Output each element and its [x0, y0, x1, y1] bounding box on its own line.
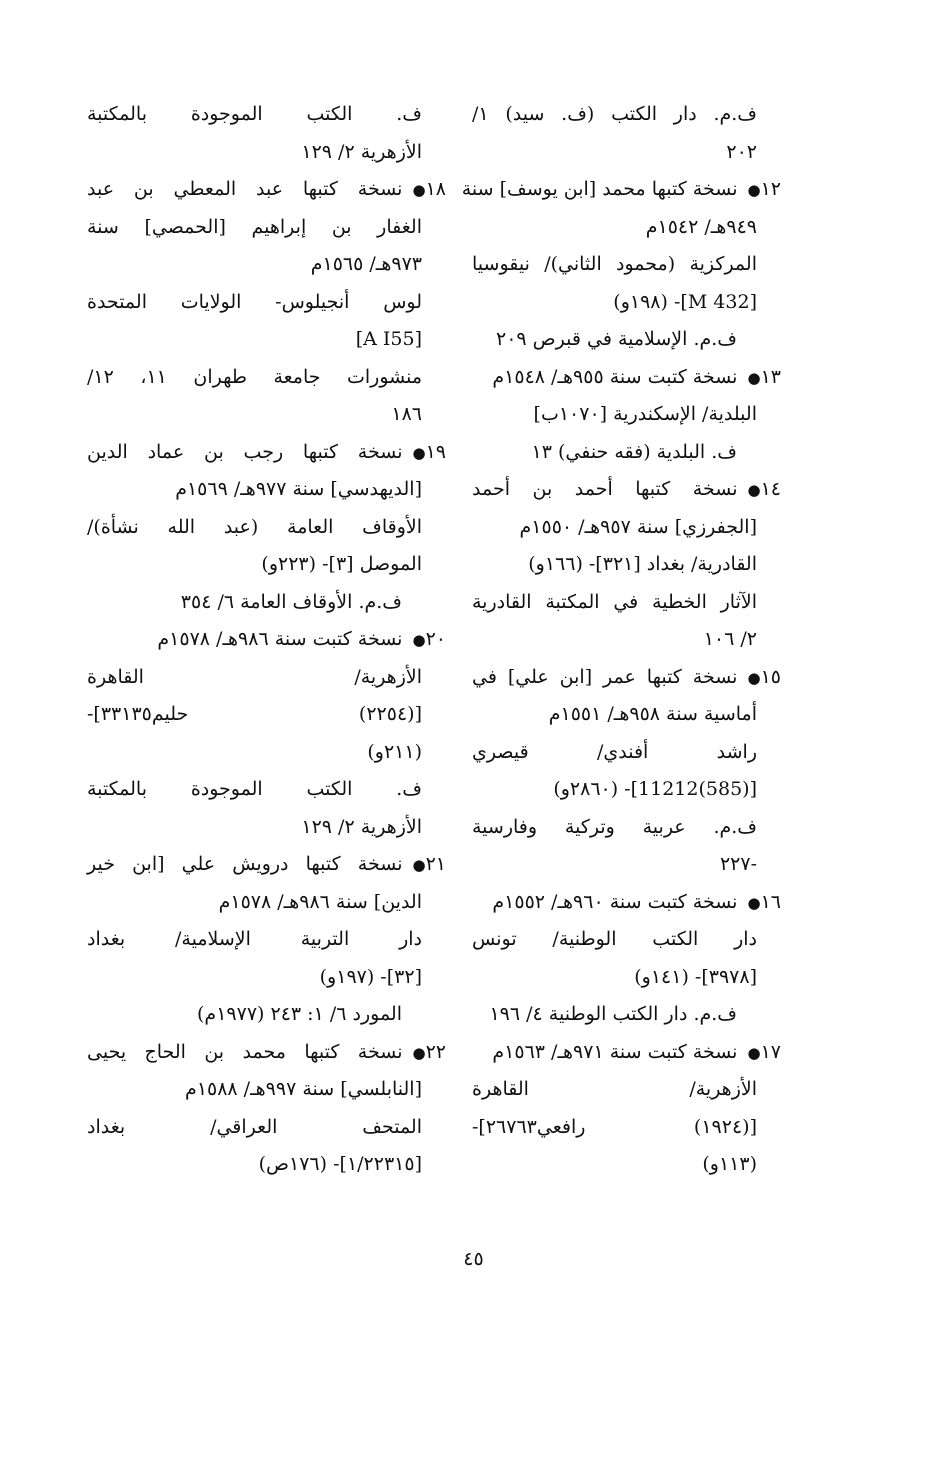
line-text: ف.م. دار الكتب (ف. سيد) ١/	[472, 103, 757, 125]
line-text: [(585)11212]- (٢٨٦٠و)	[553, 778, 757, 800]
line-text: نسخة كتبها عمر [ابن علي] في	[472, 665, 738, 688]
line-text: المورد ٦/ ١: ٢٤٣ (١٩٧٧م)	[197, 1003, 402, 1025]
entry-line	[472, 246, 757, 284]
line-text: ف.م. دار الكتب الوطنية ٤/ ١٩٦	[489, 1003, 737, 1025]
entry-number	[408, 434, 446, 473]
left-column	[87, 96, 446, 1184]
line-text: نسخة كتبت سنة ٩٥٥هـ/ ١٥٤٨م	[492, 365, 738, 388]
entry-line	[87, 696, 422, 734]
entry-line	[472, 96, 757, 134]
line-text: أماسية سنة ٩٥٨هـ/ ١٥٥١م	[548, 703, 757, 725]
entry-line	[472, 996, 757, 1034]
line-text: [١/٢٢٣١٥]- (١٧٦ص)	[258, 1153, 422, 1175]
entry-line	[87, 1146, 422, 1184]
entry-number	[408, 621, 446, 660]
line-text: دار التربية الإسلامية/ بغداد	[87, 928, 422, 950]
bullet-icon: ●	[747, 1043, 761, 1062]
entry-line	[87, 1071, 422, 1109]
entry-number	[743, 171, 781, 210]
entry-heading-line	[461, 171, 781, 209]
entry-number-text: ١٨	[425, 178, 446, 200]
line-text: نسخة كتبها محمد بن الحاج يحيى	[87, 1040, 403, 1063]
bullet-icon: ●	[412, 1043, 426, 1062]
entry-line	[472, 509, 757, 547]
bullet-icon: ●	[747, 668, 761, 687]
line-text: الأزهرية ٢/ ١٢٩	[301, 815, 422, 838]
entry-number	[743, 359, 781, 398]
line-text: نسخة كتبها عبد المعطي بن عبد	[87, 178, 403, 200]
entry-line	[472, 546, 757, 584]
entry-line	[472, 1071, 757, 1109]
entry-line	[472, 584, 757, 622]
entry-number	[743, 884, 781, 923]
entry-line	[472, 959, 757, 997]
entry-heading-line	[87, 621, 446, 659]
entry-line	[87, 134, 422, 172]
entry-line	[87, 809, 422, 847]
entry-heading-line	[472, 659, 781, 697]
entry-line	[87, 771, 422, 809]
entry-line	[87, 246, 422, 284]
entry-line	[472, 734, 757, 772]
line-text: المركزية (محمود الثاني)/ نيقوسيا	[472, 253, 757, 275]
entry-number	[408, 846, 446, 885]
entry-line	[472, 284, 757, 322]
line-text: [A I55]	[355, 328, 422, 350]
entry-line	[472, 621, 757, 659]
line-text: نسخة كتبت سنة ٩٨٦هـ/ ١٥٧٨م	[157, 628, 403, 650]
entry-number-text: ١٤	[760, 478, 781, 500]
line-text: ٢٠٢	[726, 140, 757, 163]
entry-line	[87, 1109, 422, 1147]
entry-heading-line	[87, 171, 446, 209]
line-text: نسخة كتبت سنة ٩٧١هـ/ ١٥٦٣م	[492, 1040, 738, 1063]
entry-line	[87, 396, 422, 434]
line-text: ف. الكتب الموجودة بالمكتبة	[87, 103, 422, 125]
line-text: نسخة كتبها محمد [ابن يوسف] سنة	[461, 178, 738, 200]
entry-line	[472, 771, 757, 809]
bullet-icon: ●	[747, 893, 761, 912]
bullet-icon: ●	[412, 181, 426, 199]
line-text: البلدية/ الإسكندرية [١٠٧٠ب]	[533, 403, 757, 425]
entry-line	[472, 434, 757, 472]
entry-number-text: ١٣	[760, 365, 781, 388]
line-text: (٢١١و)	[367, 740, 422, 763]
bullet-icon: ●	[747, 481, 761, 499]
line-text: [٣٩٧٨]- (١٤١و)	[634, 965, 757, 988]
line-text: نسخة كتبها أحمد بن أحمد	[472, 478, 738, 500]
entry-heading-line	[472, 359, 781, 397]
line-text: دار الكتب الوطنية/ تونس	[472, 928, 757, 950]
line-text: ٩٧٣هـ/ ١٥٦٥م	[310, 253, 422, 275]
entry-heading-line	[87, 434, 446, 472]
line-text: المتحف العراقي/ بغداد	[87, 1115, 422, 1138]
line-text: [٣٢]- (١٩٧و)	[319, 965, 422, 988]
line-text: ١٨٦	[391, 403, 422, 425]
line-text: ف.م. الأوقاف العامة ٦/ ٣٥٤	[180, 590, 402, 613]
line-text: ف.م. الإسلامية في قبرص ٢٠٩	[496, 328, 737, 350]
page-number: ٤٥	[463, 1248, 484, 1270]
entry-line	[472, 209, 757, 247]
entry-line	[87, 509, 422, 547]
entry-line	[472, 696, 757, 734]
entry-number-text: ١٧	[760, 1040, 781, 1063]
line-text: [الديهدسي] سنة ٩٧٧هـ/ ١٥٦٩م	[175, 478, 422, 500]
line-text: نسخة كتبها رجب بن عماد الدين	[87, 440, 403, 463]
entry-line	[87, 284, 422, 322]
line-text: ف.م. عربية وتركية وفارسية	[472, 815, 757, 838]
entry-line	[472, 396, 757, 434]
entry-number-text: ٢٠	[425, 628, 446, 650]
entry-line	[87, 471, 422, 509]
entry-number-text: ١٦	[760, 890, 781, 913]
line-text: نسخة كتبت سنة ٩٦٠هـ/ ١٥٥٢م	[492, 890, 738, 913]
entry-heading-line	[87, 1034, 446, 1072]
entry-heading-line	[472, 471, 781, 509]
entry-heading-line	[472, 1034, 781, 1072]
entry-line	[472, 134, 757, 172]
line-text: منشورات جامعة طهران ١١، ١٢/	[87, 365, 423, 388]
bullet-icon: ●	[747, 181, 761, 199]
entry-line	[472, 809, 757, 847]
entry-line	[472, 1109, 757, 1147]
line-text: -٢٢٧	[719, 853, 757, 875]
entry-line	[472, 921, 757, 959]
right-column	[461, 96, 781, 1184]
line-text: القادرية/ بغداد [٣٢١]- (١٦٦و)	[528, 553, 757, 575]
entry-line	[87, 996, 422, 1034]
entry-line	[472, 1146, 757, 1184]
line-text: [(١٩٢٤) رافعي٢٦٧٦٣]-	[472, 1115, 757, 1138]
line-text: (١١٣و)	[702, 1153, 757, 1175]
line-text: الأزهرية/ القاهرة	[87, 665, 422, 688]
entry-number-text: ١٢	[760, 178, 781, 200]
bullet-icon: ●	[412, 631, 426, 649]
line-text: راشد أفندي/ قيصري	[472, 740, 757, 763]
entry-line	[87, 359, 422, 397]
entry-number	[408, 1034, 446, 1073]
entry-line	[87, 921, 422, 959]
entry-line	[472, 321, 757, 359]
entry-number-text: ١٥	[760, 665, 781, 688]
line-text: نسخة كتبها درويش علي [ابن خير	[87, 853, 403, 875]
entry-line	[87, 546, 422, 584]
line-text: ٩٤٩هـ/ ١٥٤٢م	[645, 215, 757, 238]
line-text: الآثار الخطية في المكتبة القادرية	[472, 590, 757, 613]
line-text: [M 432]- (١٩٨و)	[613, 290, 757, 313]
entry-line	[472, 846, 757, 884]
line-text: [الجفرزي] سنة ٩٥٧هـ/ ١٥٥٠م	[519, 515, 757, 538]
bullet-icon: ●	[747, 368, 761, 387]
entry-number-text: ٢١	[425, 853, 446, 875]
entry-number-text: ٢٢	[425, 1040, 446, 1063]
entry-line	[87, 209, 422, 247]
line-text: [(٢٢٥٤) حليم٣٣١٣٥]-	[87, 703, 422, 725]
entry-line	[87, 96, 422, 134]
bullet-icon: ●	[412, 443, 426, 462]
line-text: ف. الكتب الموجودة بالمكتبة	[87, 778, 422, 800]
line-text: الأزهرية ٢/ ١٢٩	[301, 140, 422, 163]
entry-line	[87, 734, 422, 772]
entry-line	[87, 659, 422, 697]
entry-heading-line	[87, 846, 446, 884]
entry-line	[87, 321, 422, 359]
line-text: الأوقاف العامة (عبد الله نشأة)/	[87, 515, 422, 538]
line-text: [النابلسي] سنة ٩٩٧هـ/ ١٥٨٨م	[185, 1078, 422, 1100]
entry-number	[743, 1034, 781, 1073]
entry-line	[87, 584, 422, 622]
entry-number	[743, 659, 781, 698]
bullet-icon: ●	[412, 856, 426, 874]
entry-line	[87, 884, 422, 922]
line-text: لوس أنجيلوس- الولايات المتحدة	[87, 290, 422, 313]
line-text: الغفار بن إبراهيم [الحمصي] سنة	[87, 215, 422, 238]
entry-number-text: ١٩	[425, 440, 446, 463]
entry-heading-line	[472, 884, 781, 922]
line-text: ٢/ ١٠٦	[703, 628, 757, 650]
line-text: الدين] سنة ٩٨٦هـ/ ١٥٧٨م	[218, 890, 422, 913]
entry-number	[743, 471, 781, 510]
entry-number	[408, 171, 446, 210]
line-text: الموصل [٣]- (٢٢٣و)	[261, 553, 422, 575]
line-text: ف. البلدية (فقه حنفي) ١٣	[531, 440, 737, 463]
line-text: الأزهرية/ القاهرة	[472, 1078, 757, 1100]
entry-line	[87, 959, 422, 997]
